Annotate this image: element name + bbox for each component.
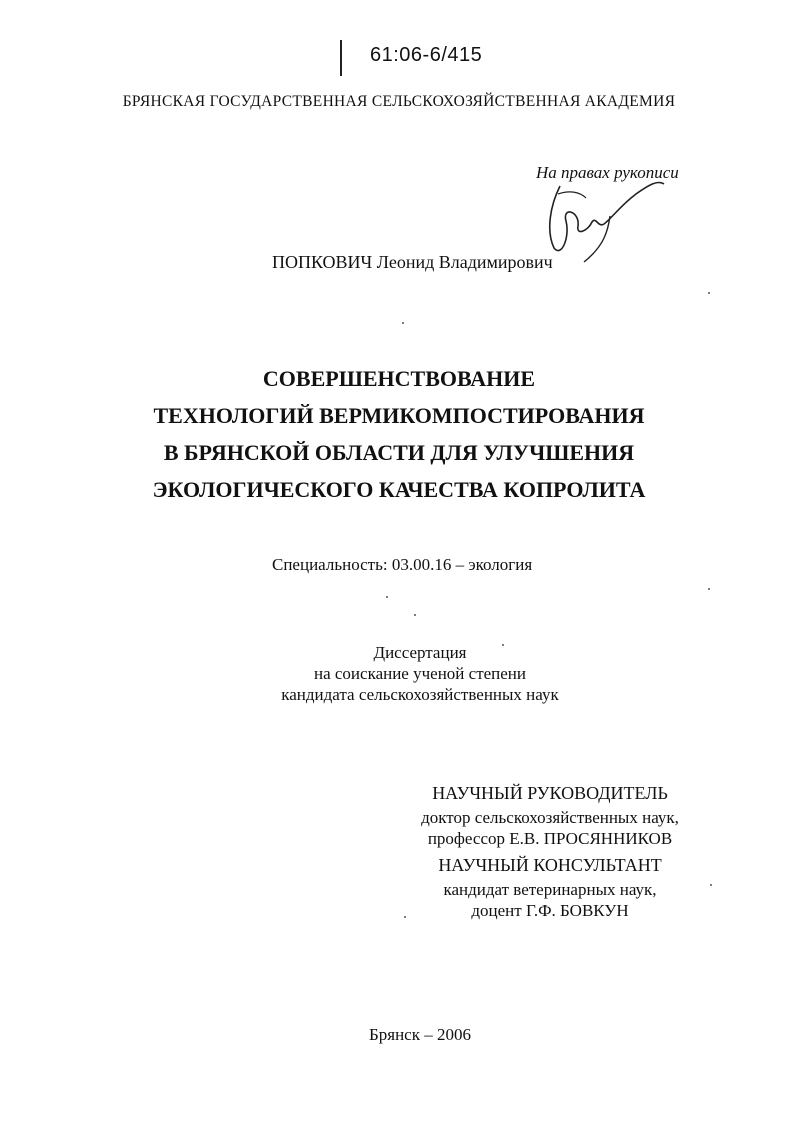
- supervisor-heading: НАУЧНЫЙ РУКОВОДИТЕЛЬ: [432, 783, 668, 803]
- dissertation-title: [0, 360, 798, 508]
- academy-name: БРЯНСКАЯ ГОСУДАРСТВЕННАЯ СЕЛЬСКОХОЗЯЙСТВЕННАЯ АКАДЕМИЯ: [122, 93, 676, 110]
- scan-speck: [386, 596, 388, 598]
- supervisor-name: профессор Е.В. ПРОСЯННИКОВ: [427, 829, 673, 848]
- degree-statement: [0, 642, 798, 705]
- consultant-heading: НАУЧНЫЙ КОНСУЛЬТАНТ: [438, 855, 662, 875]
- supervisor-degree: доктор сельскохозяйственных наук,: [421, 808, 679, 827]
- scan-speck: [710, 884, 712, 886]
- title-line: СОВЕРШЕНСТВОВАНИЕ: [262, 366, 536, 391]
- consultant-degree: кандидат ветеринарных наук,: [443, 880, 657, 899]
- consultant-name: доцент Г.Ф. БОВКУН: [471, 901, 629, 920]
- handwritten-signature: [540, 176, 690, 266]
- scan-speck: [414, 614, 416, 616]
- archive-stamp-code: 61:06-6/415: [370, 44, 483, 66]
- scan-speck: [402, 322, 404, 324]
- title-line: ЭКОЛОГИЧЕСКОГО КАЧЕСТВА КОПРОЛИТА: [152, 477, 646, 502]
- author-name: ПОПКОВИЧ Леонид Владимирович: [272, 252, 553, 272]
- degree-line: кандидата сельскохозяйственных наук: [281, 685, 559, 704]
- stamp-divider: [340, 40, 342, 76]
- city-year: Брянск – 2006: [369, 1025, 471, 1044]
- title-line: ТЕХНОЛОГИЙ ВЕРМИКОМПОСТИРОВАНИЯ: [153, 403, 645, 428]
- scan-speck: [708, 292, 710, 294]
- degree-line: на соискание ученой степени: [313, 664, 527, 683]
- title-line: В БРЯНСКОЙ ОБЛАСТИ ДЛЯ УЛУЧШЕНИЯ: [163, 440, 635, 465]
- degree-line: Диссертация: [373, 643, 467, 662]
- manuscript-rights-note: На правах рукописи: [536, 163, 679, 182]
- scan-speck: [404, 916, 406, 918]
- specialty: Специальность: 03.00.16 – экология: [272, 555, 533, 574]
- scan-speck: [502, 644, 504, 646]
- scan-speck: [708, 588, 710, 590]
